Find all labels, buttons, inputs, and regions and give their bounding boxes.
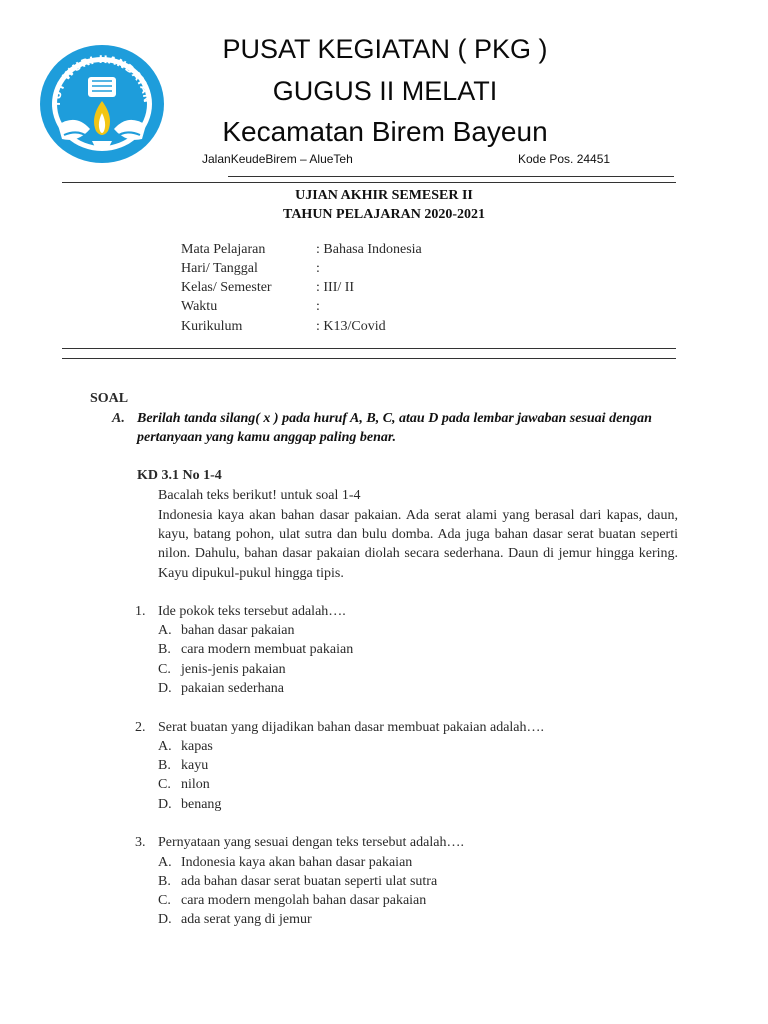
meta-value: : Bahasa Indonesia <box>316 242 422 257</box>
read-instruction: Bacalah teks berikut! untuk soal 1-4 <box>158 488 361 503</box>
option-text: Indonesia kaya akan bahan dasar pakaian <box>181 855 413 870</box>
svg-text:TUT WURI HANDAYANI: TUT WURI HANDAYAN <box>50 53 154 108</box>
soal-heading: SOAL <box>90 391 129 406</box>
letterhead-address: JalanKeudeBirem – AlueTeh <box>202 152 353 166</box>
letterhead-district: Kecamatan Birem Bayeun <box>222 116 548 147</box>
option-letter: B. <box>158 642 171 657</box>
meta-label: Hari/ Tanggal <box>181 261 258 276</box>
letterhead-postal-code: Kode Pos. 24451 <box>518 152 611 166</box>
option-text: cara modern membuat pakaian <box>181 642 354 657</box>
question-text: Serat buatan yang dijadikan bahan dasar membuat pakaian adalah…. <box>158 720 545 735</box>
meta-rule-top <box>62 348 676 349</box>
option-text: kayu <box>181 758 209 773</box>
exam-year: TAHUN PELAJARAN 2020-2021 <box>283 207 485 222</box>
meta-value: : <box>316 261 320 276</box>
meta-label: Kelas/ Semester <box>181 280 272 295</box>
meta-rule-bottom <box>62 358 676 359</box>
header-rule-bottom <box>62 182 676 183</box>
option-letter: A. <box>158 855 172 870</box>
exam-title: UJIAN AKHIR SEMESER II <box>295 188 473 203</box>
option-letter: D. <box>158 681 172 696</box>
meta-value: : K13/Covid <box>316 319 386 334</box>
option-letter: A. <box>158 739 172 754</box>
question-number: 2. <box>135 720 146 735</box>
letterhead-subtitle: GUGUS II MELATI <box>272 76 498 106</box>
logo-emblem-icon <box>38 43 166 165</box>
option-text: cara modern mengolah bahan dasar pakaian <box>181 893 427 908</box>
option-letter: C. <box>158 893 171 908</box>
option-letter: D. <box>158 797 172 812</box>
option-text: ada serat yang di jemur <box>181 912 312 927</box>
reading-passage: Indonesia kaya akan bahan dasar pakaian. Ada serat alami yang berasal dari kapas, daun, kayu, batang pohon, ulat sutra dan bulu domba. Ada juga bahan dasar serat buatan seperti nilon. Dahulu, bahan dasar pakaian diolah secara sederhana. Daun di jemur hingga kering. Kayu dipukul-pukul hingga tipis. <box>158 508 678 581</box>
option-text: jenis-jenis pakaian <box>181 662 286 677</box>
option-letter: B. <box>158 758 171 773</box>
option-text: kapas <box>181 739 213 754</box>
question-number: 3. <box>135 835 146 850</box>
header-rule-top <box>228 176 674 177</box>
letterhead-title: PUSAT KEGIATAN ( PKG ) <box>222 34 548 64</box>
option-letter: C. <box>158 662 171 677</box>
meta-label: Waktu <box>181 299 218 314</box>
instruction-text: Berilah tanda silang( x ) pada huruf A, B, C, atau D pada lembar jawaban sesuai dengan pertanyaan yang kamu anggap paling benar. <box>137 411 652 445</box>
kd-heading: KD 3.1 No 1-4 <box>137 468 222 483</box>
option-text: bahan dasar pakaian <box>181 623 295 638</box>
meta-value: : <box>316 299 320 314</box>
option-letter: D. <box>158 912 172 927</box>
option-letter: C. <box>158 777 171 792</box>
tut-wuri-handayani-logo <box>38 43 166 165</box>
section-letter: A. <box>112 411 125 426</box>
meta-value: : III/ II <box>316 280 355 295</box>
option-text: benang <box>181 797 222 812</box>
question-text: Pernyataan yang sesuai dengan teks tersebut adalah…. <box>158 835 464 850</box>
option-text: nilon <box>181 777 210 792</box>
meta-label: Kurikulum <box>181 319 243 334</box>
option-text: ada bahan dasar serat buatan seperti ulat sutra <box>181 874 438 889</box>
option-letter: B. <box>158 874 171 889</box>
meta-label: Mata Pelajaran <box>181 242 266 257</box>
option-text: pakaian sederhana <box>181 681 284 696</box>
option-letter: A. <box>158 623 172 638</box>
question-text: Ide pokok teks tersebut adalah…. <box>158 604 346 619</box>
question-number: 1. <box>135 604 146 619</box>
